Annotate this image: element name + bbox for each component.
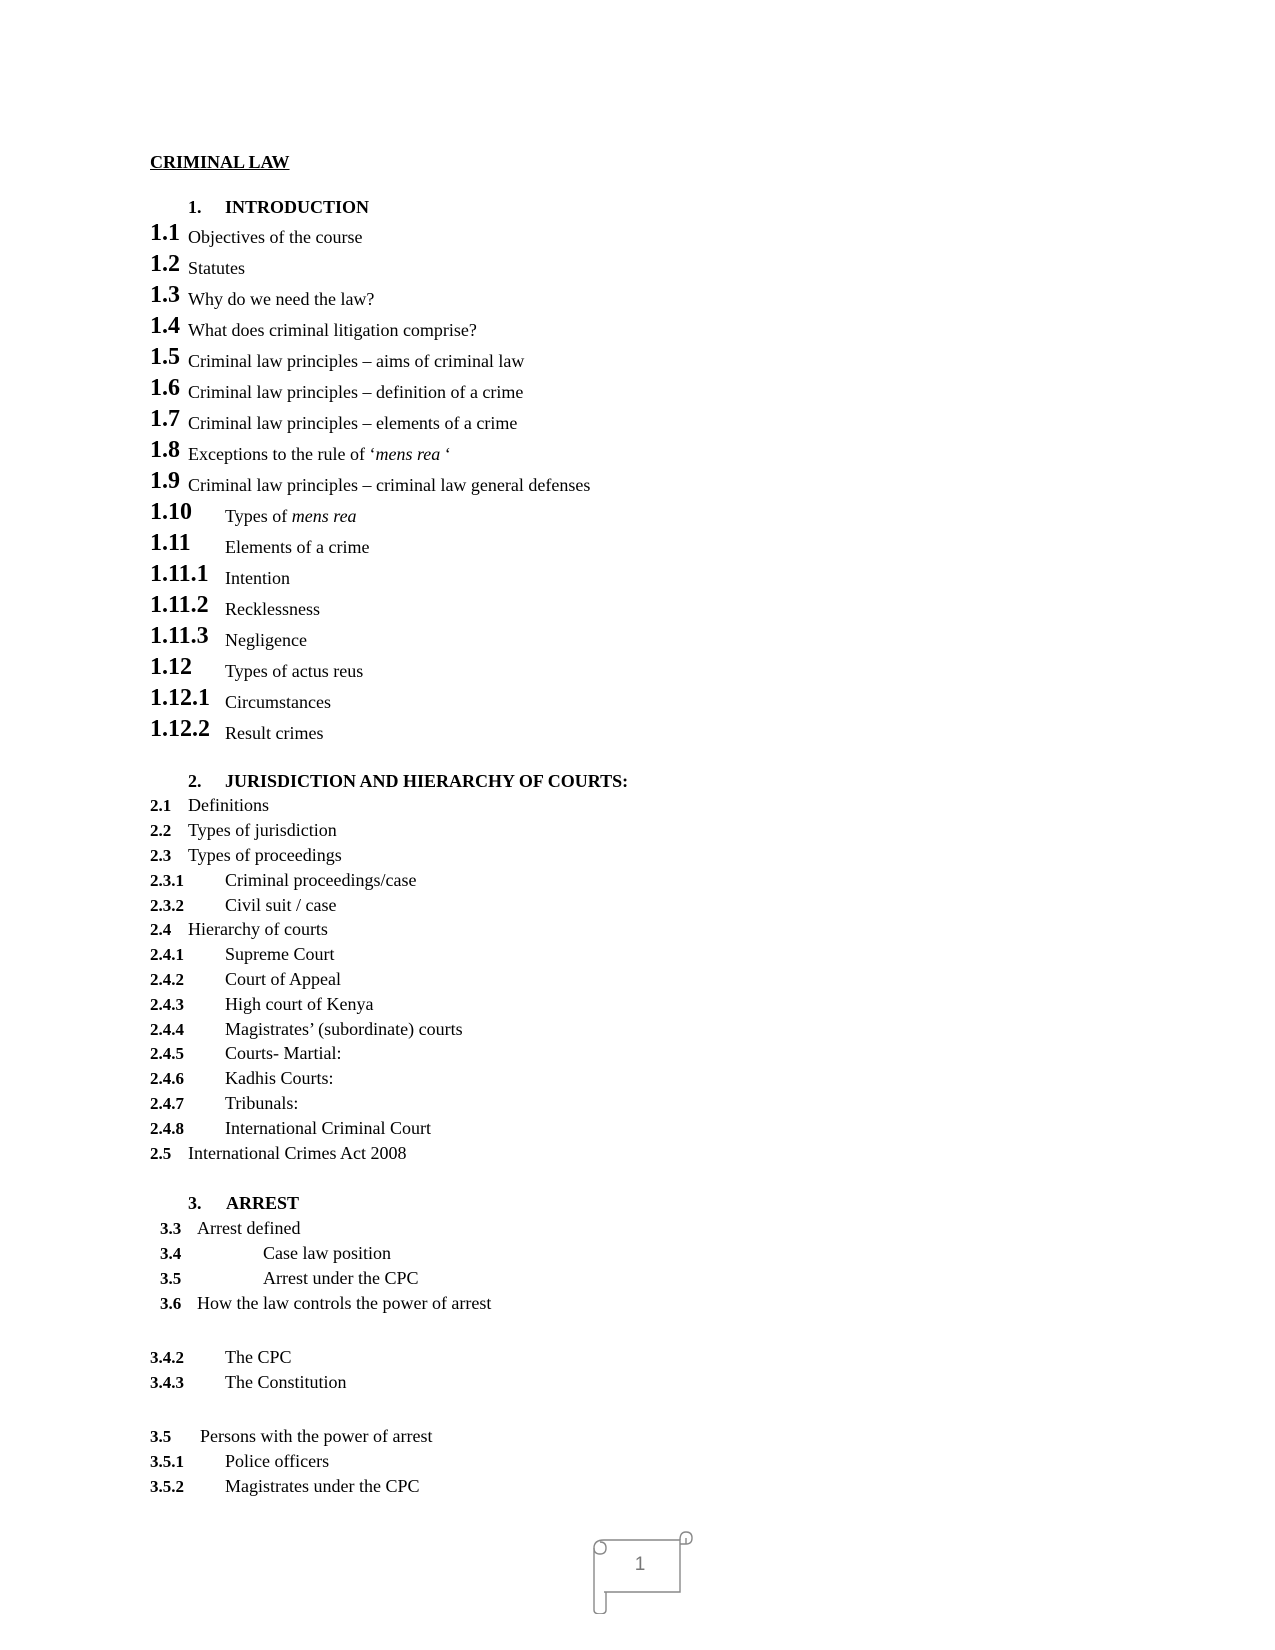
section-2-heading: JURISDICTION AND HIERARCHY OF COURTS: (225, 771, 629, 791)
list-item: 1.4 What does criminal litigation comprise? (150, 313, 477, 340)
list-item: 2.1 Definitions (150, 795, 269, 815)
section-2-number: 2. (188, 771, 202, 791)
section-1-heading: INTRODUCTION (225, 197, 370, 217)
list-item: 1.6 Criminal law principles – definition of a crime (150, 375, 524, 402)
list-item: 1.11.2 Recklessness (150, 592, 320, 619)
list-item: 3.5.2 Magistrates under the CPC (150, 1476, 420, 1496)
list-item: 1.9 Criminal law principles – criminal law general defenses (150, 468, 591, 495)
list-item: 2.2 Types of jurisdiction (150, 820, 337, 840)
section-3-heading: ARREST (226, 1193, 300, 1213)
list-item: 3.3 Arrest defined (160, 1218, 301, 1238)
list-item: 2.4.2 Court of Appeal (150, 969, 341, 989)
list-item: 1.11.1 Intention (150, 561, 290, 588)
page-number-scroll (582, 1530, 698, 1614)
list-item: 2.3 Types of proceedings (150, 845, 342, 865)
list-item: 2.4.5 Courts- Martial: (150, 1043, 342, 1063)
list-item: 2.4.8 International Criminal Court (150, 1118, 431, 1138)
list-item: 3.6 How the law controls the power of arrest (160, 1293, 492, 1313)
list-item: 3.4.2 The CPC (150, 1347, 292, 1367)
list-item: 2.4.4 Magistrates’ (subordinate) courts (150, 1019, 463, 1039)
list-item: 1.1 Objectives of the course (150, 220, 363, 247)
document-title: CRIMINAL LAW (150, 152, 290, 172)
list-item: 3.5 Arrest under the CPC (160, 1268, 419, 1288)
list-item: 3.4 Case law position (160, 1243, 391, 1263)
list-item: 2.4 Hierarchy of courts (150, 919, 328, 939)
list-item: 1.3 Why do we need the law? (150, 282, 375, 309)
list-item: 1.12.1 Circumstances (150, 685, 331, 712)
page-number: 1 (634, 1554, 646, 1575)
list-item: 1.10 Types of mens rea (150, 499, 357, 526)
list-item: 1.5 Criminal law principles – aims of criminal law (150, 344, 525, 371)
list-item: 2.3.1 Criminal proceedings/case (150, 870, 417, 890)
list-item: 2.4.6 Kadhis Courts: (150, 1068, 334, 1088)
list-item: 2.3.2 Civil suit / case (150, 895, 337, 915)
section-1-number: 1. (188, 197, 202, 217)
list-item: 2.4.3 High court of Kenya (150, 994, 374, 1014)
list-item: 2.5 International Crimes Act 2008 (150, 1143, 407, 1163)
list-item: 3.5.1 Police officers (150, 1451, 330, 1471)
list-item: 3.5 Persons with the power of arrest (150, 1426, 433, 1446)
list-item: 3.4.3 The Constitution (150, 1372, 347, 1392)
list-item: 1.11 Elements of a crime (150, 530, 370, 557)
list-item: 2.4.1 Supreme Court (150, 944, 335, 964)
list-item: 1.12.2 Result crimes (150, 716, 324, 743)
list-item: 1.12 Types of actus reus (150, 654, 364, 681)
list-item: 1.8 Exceptions to the rule of ‘mens rea ‘ (150, 437, 451, 464)
list-item: 1.7 Criminal law principles – elements of a crime (150, 406, 518, 433)
list-item: 1.2 Statutes (150, 251, 245, 278)
list-item: 1.11.3 Negligence (150, 623, 307, 650)
section-3-number: 3. (188, 1193, 202, 1213)
list-item: 2.4.7 Tribunals: (150, 1093, 299, 1113)
